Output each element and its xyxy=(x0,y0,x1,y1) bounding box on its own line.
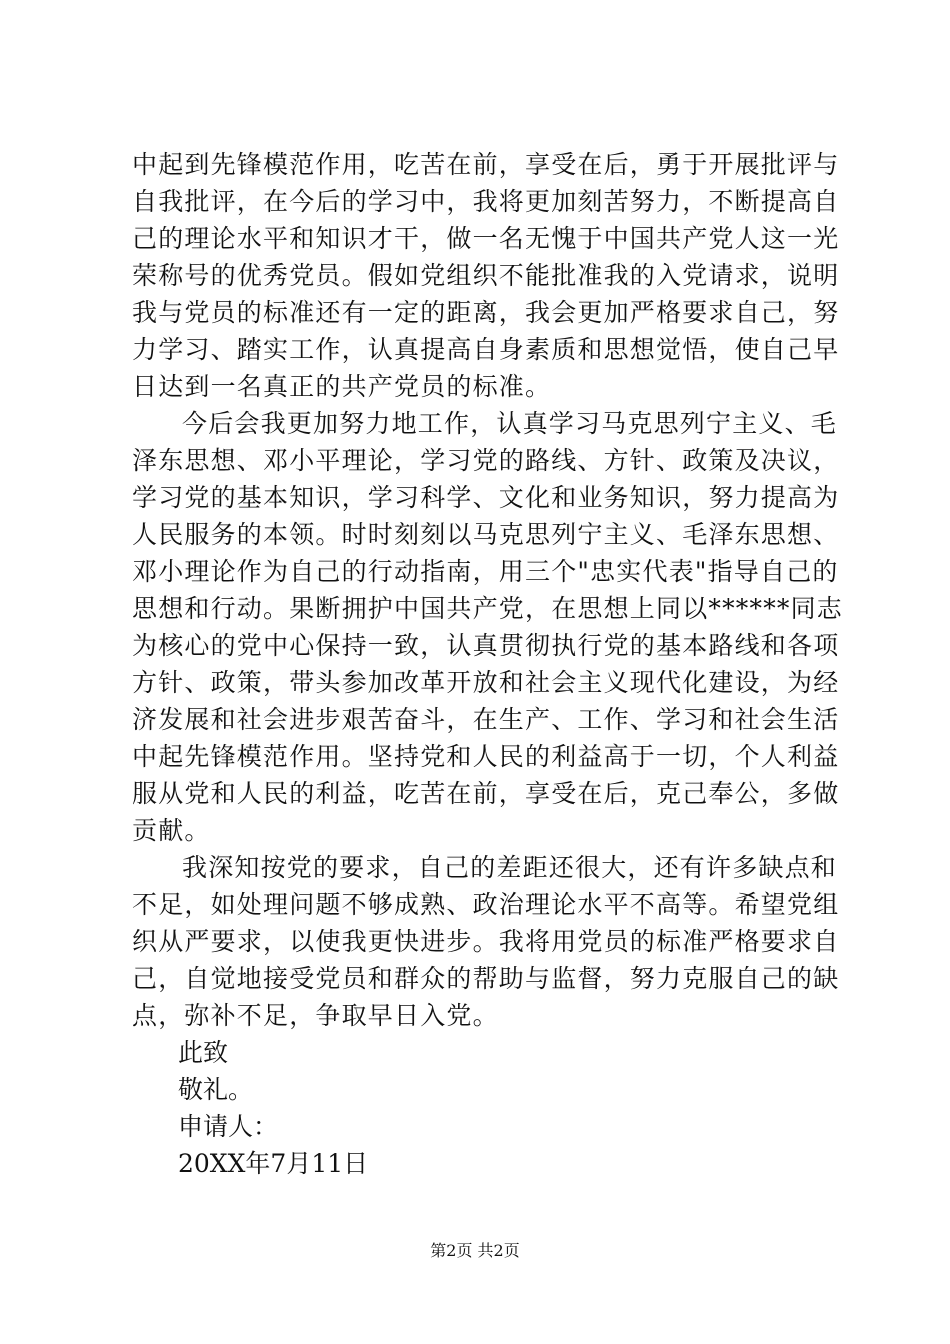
salutation: 此致 xyxy=(178,1038,229,1067)
text-line: 点，弥补不足，争取早日入党。 xyxy=(132,1001,499,1030)
text-line: 中起到先锋模范作用，吃苦在前，享受在后，勇于开展批评与 xyxy=(132,150,840,179)
text-line: 我与党员的标准还有一定的距离，我会更加严格要求自己，努 xyxy=(132,298,840,327)
applicant-label: 申请人： xyxy=(178,1112,279,1141)
page-number: 第2页 共2页 xyxy=(430,1241,520,1260)
text-line: 己，自觉地接受党员和群众的帮助与监督，努力克服自己的缺 xyxy=(132,964,840,993)
text-line: 己的理论水平和知识才干，做一名无愧于中国共产党人这一光 xyxy=(132,224,840,253)
text-line: 日达到一名真正的共产党员的标准。 xyxy=(132,372,552,401)
text-line: 今后会我更加努力地工作，认真学习马克思列宁主义、毛 xyxy=(182,409,838,438)
text-line: 邓小理论作为自己的行动指南，用三个"忠实代表"指导自己的 xyxy=(132,557,839,586)
text-line: 中起先锋模范作用。坚持党和人民的利益高于一切，个人利益 xyxy=(132,742,840,771)
text-line: 我深知按党的要求，自己的差距还很大，还有许多缺点和 xyxy=(182,853,838,882)
regards: 敬礼。 xyxy=(178,1075,254,1104)
text-line: 织从严要求，以使我更快进步。我将用党员的标准严格要求自 xyxy=(132,927,840,956)
text-line: 为核心的党中心保持一致，认真贯彻执行党的基本路线和各项 xyxy=(132,631,840,660)
text-line: 济发展和社会进步艰苦奋斗，在生产、工作、学习和社会生活 xyxy=(132,705,840,734)
text-line: 思想和行动。果断拥护中国共产党，在思想上同以******同志 xyxy=(132,594,844,623)
text-line: 力学习、踏实工作，认真提高自身素质和思想觉悟，使自己早 xyxy=(132,335,840,364)
text-line: 泽东思想、邓小平理论，学习党的路线、方针、政策及决议， xyxy=(132,446,840,475)
paragraph-2 xyxy=(132,405,844,849)
paragraph-3 xyxy=(132,849,840,1034)
text-line: 贡献。 xyxy=(132,816,211,845)
text-line: 人民服务的本领。时时刻刻以马克思列宁主义、毛泽东思想、 xyxy=(132,520,840,549)
text-line: 方针、政策，带头参加改革开放和社会主义现代化建设，为经 xyxy=(132,668,840,697)
letter-closing xyxy=(132,1034,832,1182)
paragraph-1 xyxy=(132,146,840,405)
text-line: 不足，如处理问题不够成熟、政治理论水平不高等。希望党组 xyxy=(132,890,840,919)
text-line: 自我批评，在今后的学习中，我将更加刻苦努力，不断提高自 xyxy=(132,187,840,216)
text-line: 学习党的基本知识，学习科学、文化和业务知识，努力提高为 xyxy=(132,483,840,512)
text-line: 服从党和人民的利益，吃苦在前，享受在后，克己奉公，多做 xyxy=(132,779,840,808)
document-body xyxy=(132,146,844,1182)
date: 20XX年7月11日 xyxy=(178,1149,369,1178)
page-footer xyxy=(0,1241,950,1261)
text-line: 荣称号的优秀党员。假如党组织不能批准我的入党请求，说明 xyxy=(132,261,840,290)
